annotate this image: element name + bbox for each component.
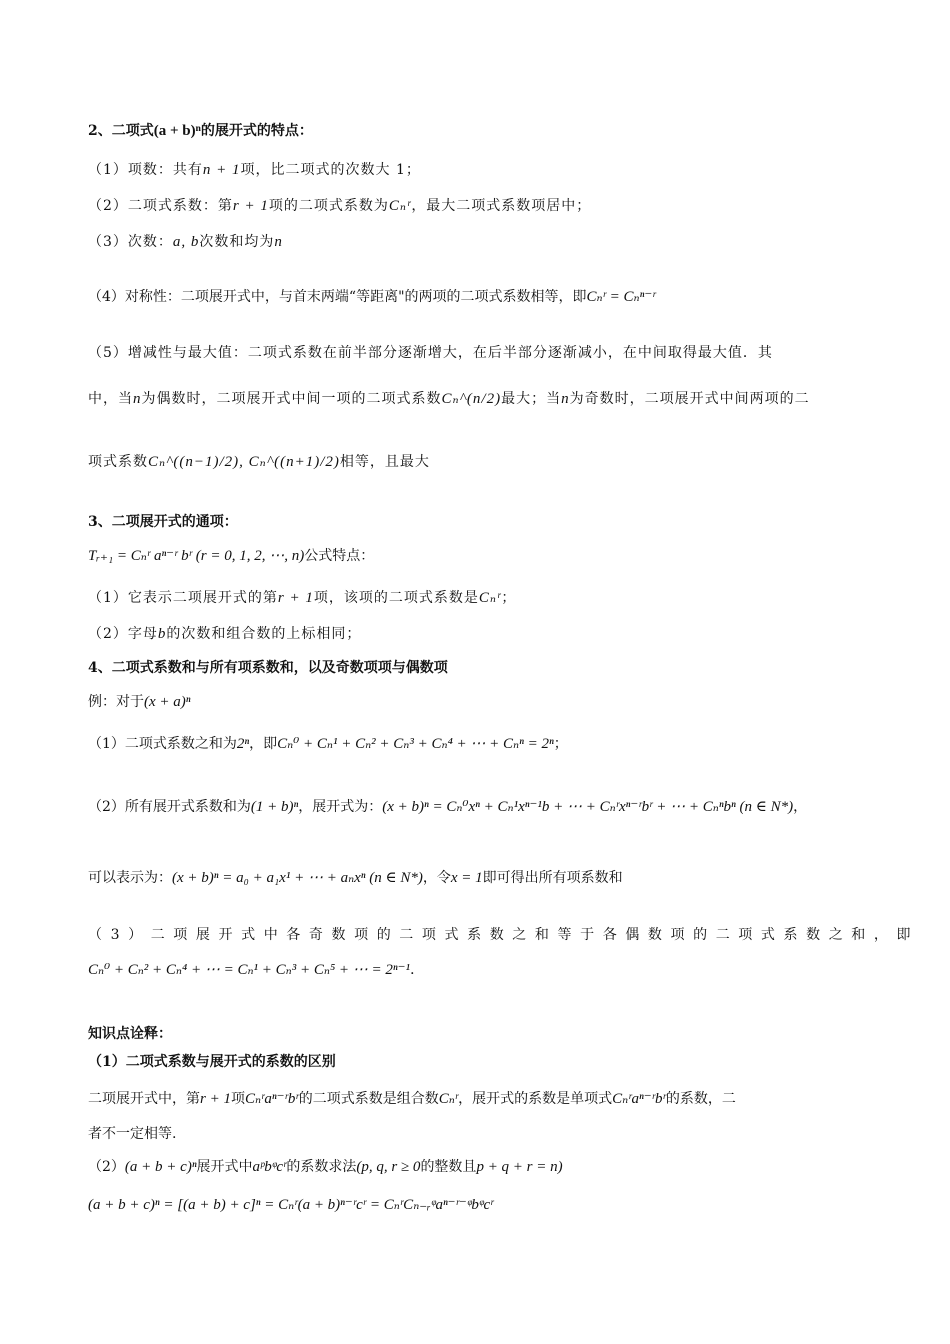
formula: (a + b + c)ⁿ = [(a + b) + c]ⁿ = Cₙʳ(a + b)ⁿ⁻ʳcʳ = CₙʳCₙ₋ᵣᵠaⁿ⁻ʳ⁻ᵠbᵠcʳ (88, 1197, 494, 1213)
text: ， (793, 799, 808, 815)
section3-item2 (88, 624, 361, 644)
text: ，即 (249, 736, 278, 752)
text: 次数和均为 (199, 234, 275, 250)
section3-heading (88, 512, 238, 532)
formula: (x + b)ⁿ = Cₙ⁰xⁿ + Cₙ¹xⁿ⁻¹b + ⋯ + Cₙʳxⁿ⁻ʳbʳ + ⋯ + Cₙⁿbⁿ (n ∈ N*) (382, 799, 794, 815)
formula: n (561, 391, 570, 407)
notes-paragraph1-line2 (88, 1124, 176, 1144)
section4-item3-line2 (88, 960, 424, 980)
section3-item1 (88, 588, 516, 608)
text: 者不一定相等. (88, 1126, 177, 1142)
section4-heading (88, 658, 448, 678)
section2-item5-line2 (88, 389, 810, 409)
text: 公式特点： (304, 548, 375, 564)
formula: (a + b + c)ⁿ (124, 1159, 197, 1175)
text: 的系数，二 (665, 1091, 736, 1107)
text: 的整数且 (420, 1159, 477, 1175)
section4-item3-line1 (88, 925, 919, 945)
text: 项，比二项式的次数大 1； (240, 162, 421, 178)
formula: 2ⁿ (236, 736, 250, 752)
text: 为偶数时，二项展开式中间一项的二项式系数 (141, 391, 442, 407)
notes-paragraph2 (88, 1157, 563, 1177)
formula: Cₙʳ (388, 198, 412, 214)
text: （3）次数： (88, 234, 173, 250)
section2-item1 (88, 160, 421, 180)
text: 的系数求法 (286, 1159, 357, 1175)
text: 即可得出所有项系数和 (482, 870, 623, 886)
text: ，令 (422, 870, 451, 886)
text: （1）二项式系数与展开式的系数的区别 (88, 1054, 336, 1070)
text: （3）二项展开式中各奇数项的二项式系数之和等于各偶数项的二项式系数之和，即 (88, 927, 920, 943)
formula: n (274, 234, 283, 250)
text: 中，当 (88, 391, 133, 407)
formula: (1 + b)ⁿ (250, 799, 299, 815)
section2-item5-line1 (88, 343, 773, 363)
notes-paragraph1 (88, 1089, 736, 1109)
text: ，最大二项式系数项居中； (411, 198, 592, 214)
formula: Cₙ^(n/2) (441, 391, 502, 407)
section2-item3 (88, 232, 283, 252)
formula: Cₙʳaⁿ⁻ʳbʳ (244, 1091, 299, 1107)
text: （1）二项式系数之和为 (88, 736, 237, 752)
formula: Cₙʳ = Cₙⁿ⁻ʳ (586, 289, 656, 305)
text: 4、二项式系数和与所有项系数和，以及奇数项项与偶数项 (88, 660, 448, 676)
section2-item2 (88, 196, 591, 216)
text: 的次数和组合数的上标相同； (166, 626, 362, 642)
notes-heading (88, 1024, 172, 1044)
text: ． (410, 962, 425, 978)
section2-item5-line3 (88, 452, 430, 472)
text: （1）项数：共有 (88, 162, 203, 178)
text: 项式系数 (88, 454, 148, 470)
text: （2）所有展开式系数和为 (88, 799, 251, 815)
formula: Cₙʳ (438, 1091, 459, 1107)
text: ，展开式的系数是单项式 (458, 1091, 613, 1107)
text: 知识点诠释： (88, 1026, 172, 1042)
text: 的二项式系数是组合数 (298, 1091, 439, 1107)
formula: aᵖbᵠcʳ (252, 1159, 287, 1175)
text: （2）二项式系数：第 (88, 198, 233, 214)
text: 项，该项的二项式系数是 (313, 590, 479, 606)
formula: p + q + r = n) (476, 1159, 563, 1175)
formula: a, b (172, 234, 200, 250)
formula: r + 1 (277, 590, 314, 606)
formula: Cₙ^((n−1)/2), Cₙ^((n+1)/2) (148, 454, 340, 470)
formula: Tᵣ₊₁ = Cₙʳ aⁿ⁻ʳ bʳ (r = 0, 1, 2, ⋯, n) (88, 548, 305, 564)
formula: Cₙʳ (478, 590, 502, 606)
section4-example (88, 692, 191, 712)
notes-formula (88, 1195, 494, 1215)
formula: x = 1 (450, 870, 483, 886)
section2-heading (88, 121, 313, 141)
section4-item2 (88, 797, 807, 817)
text: （4）对称性：二项展开式中，与首末两端“等距离"的两项的二项式系数相等，即 (88, 289, 587, 305)
text: 项的二项式系数为 (268, 198, 389, 214)
section4-item1 (88, 734, 568, 754)
text: 例：对于 (88, 694, 144, 710)
formula: (x + b)ⁿ = a₀ + a₁x¹ + ⋯ + aₙxⁿ (n ∈ N*) (172, 870, 423, 886)
formula: r + 1 (200, 1091, 231, 1107)
heading-text: 2、二项式 (88, 123, 154, 139)
notes-subheading1 (88, 1052, 336, 1072)
text: （1）它表示二项展开式的第 (88, 590, 278, 606)
text: 相等，且最大 (339, 454, 430, 470)
text: 项 (230, 1091, 245, 1107)
text: ； (553, 736, 568, 752)
heading-text-post: 的展开式的特点： (200, 123, 313, 139)
formula: n + 1 (202, 162, 241, 178)
formula: n (133, 391, 142, 407)
formula: r + 1 (232, 198, 269, 214)
section3-formula (88, 546, 374, 566)
text: 为奇数时，二项展开式中间两项的二 (569, 391, 810, 407)
formula: Cₙʳaⁿ⁻ʳbʳ (612, 1091, 666, 1107)
text: 可以表示为： (88, 870, 172, 886)
text: 最大；当 (501, 391, 562, 407)
text: ，展开式为： (298, 799, 383, 815)
text: （5）增减性与最大值：二项式系数在前半部分逐渐增大，在后半部分逐渐减小，在中间取得最大值．其 (88, 345, 773, 361)
section2-item4 (88, 287, 656, 307)
text: （2） (88, 1159, 125, 1175)
formula: b (157, 626, 167, 642)
formula: (x + a)ⁿ (144, 694, 191, 710)
text: （2）字母 (88, 626, 158, 642)
formula: Cₙ⁰ + Cₙ¹ + Cₙ² + Cₙ³ + Cₙ⁴ + ⋯ + Cₙⁿ = 2ⁿ (277, 736, 554, 752)
formula: Cₙ⁰ + Cₙ² + Cₙ⁴ + ⋯ = Cₙ¹ + Cₙ³ + Cₙ⁵ + ⋯ = 2ⁿ⁻¹ (88, 962, 411, 978)
text: 3、二项展开式的通项： (88, 514, 238, 530)
text: 展开式中 (196, 1159, 253, 1175)
text: ； (501, 590, 517, 606)
text: 二项展开式中，第 (88, 1091, 200, 1107)
section4-item2b (88, 868, 623, 888)
heading-formula: (a + b)ⁿ (153, 123, 201, 139)
formula: (p, q, r ≥ 0 (356, 1159, 421, 1175)
